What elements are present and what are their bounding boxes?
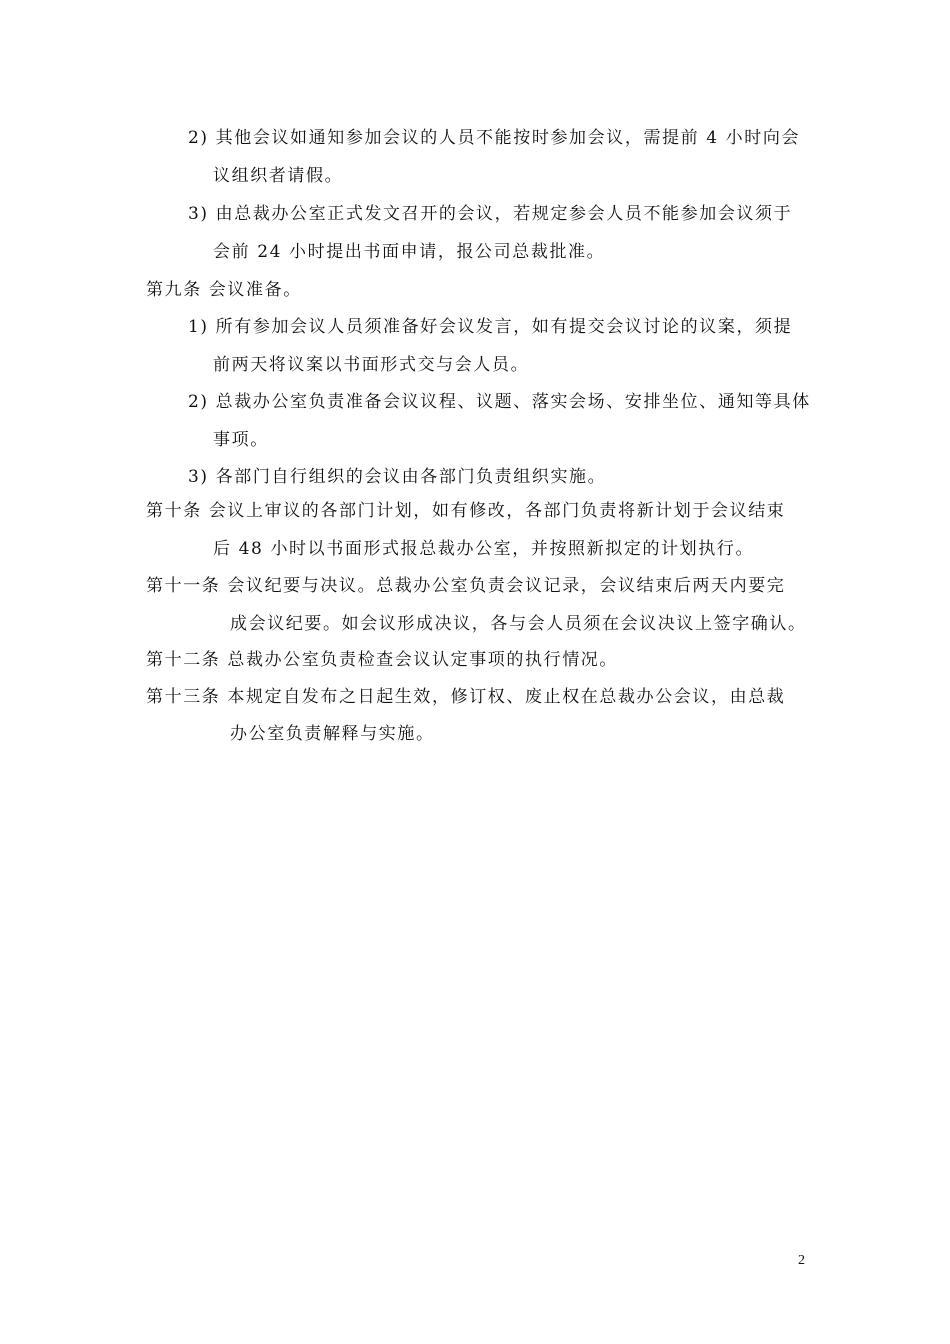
article-10-line-1: 第十条 会议上审议的各部门计划，如有修改，各部门负责将新计划于会议结束 xyxy=(146,501,786,521)
item-9-1-line-1: 1) 所有参加会议人员须准备好会议发言，如有提交会议讨论的议案，须提 xyxy=(188,317,793,337)
article-11-line-1: 第十一条 会议纪要与决议。总裁办公室负责会议记录，会议结束后两天内要完 xyxy=(146,576,786,596)
item-8-2-line-1: 2) 其他会议如通知参加会议的人员不能按时参加会议，需提前 4 小时向会 xyxy=(188,128,801,148)
item-8-2-line-2: 议组织者请假。 xyxy=(213,166,344,186)
page-number: 2 xyxy=(798,1253,805,1268)
item-8-3-line-1: 3) 由总裁办公室正式发文召开的会议，若规定参会人员不能参加会议须于 xyxy=(188,204,793,224)
item-8-3-line-2: 会前 24 小时提出书面申请，报公司总裁批准。 xyxy=(213,242,606,262)
item-9-2-line-1: 2) 总裁办公室负责准备会议议程、议题、落实会场、安排坐位、通知等具体 xyxy=(188,392,811,412)
article-12-line-1: 第十二条 总裁办公室负责检查会议认定事项的执行情况。 xyxy=(146,650,619,670)
article-10-line-2: 后 48 小时以书面形式报总裁办公室，并按照新拟定的计划执行。 xyxy=(213,539,755,559)
article-13-line-1: 第十三条 本规定自发布之日起生效，修订权、废止权在总裁办公会议，由总裁 xyxy=(146,687,786,707)
item-9-3-line-1: 3) 各部门自行组织的会议由各部门负责组织实施。 xyxy=(188,467,607,487)
article-9-heading: 第九条 会议准备。 xyxy=(146,280,302,300)
article-11-line-2: 成会议纪要。如会议形成决议，各与会人员须在会议决议上签字确认。 xyxy=(230,614,807,634)
article-13-line-2: 办公室负责解释与实施。 xyxy=(230,724,435,744)
item-9-1-line-2: 前两天将议案以书面形式交与会人员。 xyxy=(213,355,530,375)
item-9-2-line-2: 事项。 xyxy=(213,430,269,450)
